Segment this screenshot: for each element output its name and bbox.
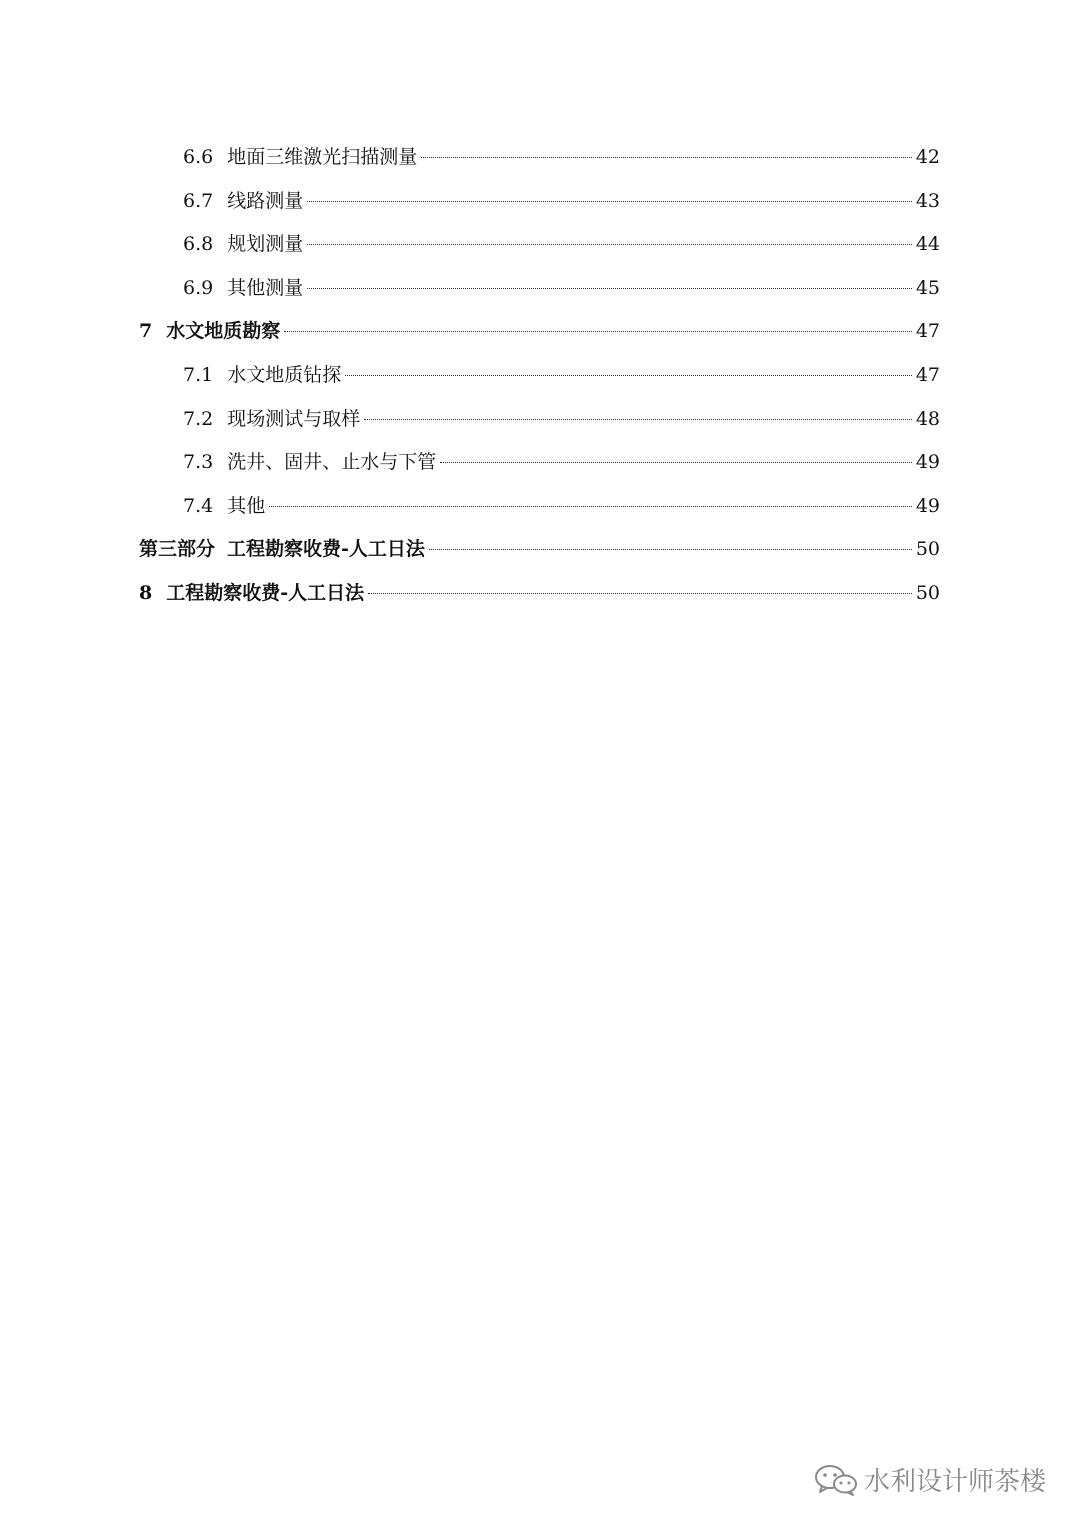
toc-entry-part-3: [139, 528, 940, 572]
toc-entry-page: 45: [915, 276, 940, 299]
toc-entry-number: 8: [139, 581, 153, 604]
toc-entry-title: 其他测量: [227, 276, 304, 299]
toc-entry-6-8: [139, 223, 940, 267]
toc-dot-leader: [284, 331, 912, 332]
toc-entry-number: 6.6: [183, 146, 214, 168]
toc-entry-title: 地面三维激光扫描测量: [227, 146, 418, 168]
toc-entry-6-6: [139, 136, 940, 180]
toc-entry-number: 7.3: [183, 451, 214, 474]
toc-entry-page: 49: [915, 494, 940, 517]
wechat-watermark: [814, 1461, 1046, 1498]
toc-dot-leader: [307, 244, 912, 245]
toc-entry-7-3: [139, 441, 940, 485]
toc-entry-number: 6.8: [183, 233, 214, 256]
toc-entry-7-1: [139, 354, 940, 398]
toc-entry-title: 规划测量: [227, 233, 304, 256]
toc-entry-7: [139, 310, 940, 354]
toc-entry-page: 43: [915, 189, 940, 212]
toc-entry-page: 50: [915, 538, 940, 561]
toc-entry-number: 第三部分: [139, 538, 216, 561]
toc-entry-page: 42: [915, 146, 940, 168]
toc-entry-7-4: [139, 485, 940, 529]
toc-entry-page: 47: [915, 320, 940, 343]
toc-entry-number: 7.4: [183, 494, 214, 517]
toc-entry-number: 6.9: [183, 276, 214, 299]
toc-entry-7-2: [139, 398, 940, 442]
toc-entry-6-7: [139, 180, 940, 224]
toc-entry-title: 线路测量: [227, 189, 304, 212]
watermark-text: 水利设计师茶楼: [863, 1467, 1046, 1497]
toc-entry-page: 49: [915, 451, 940, 474]
toc-entry-title: 工程勘察收费-人工日法: [166, 581, 365, 604]
toc-entry-number: 6.7: [183, 189, 214, 212]
toc-dot-leader: [345, 375, 912, 376]
toc-entry-page: 48: [915, 407, 940, 430]
toc-entry-page: 50: [915, 581, 940, 604]
toc-entry-title: 洗井、固井、止水与下管: [227, 451, 437, 474]
toc-dot-leader: [307, 201, 912, 202]
toc-entry-number: 7: [139, 320, 153, 343]
toc-dot-leader: [307, 288, 912, 289]
toc-entry-title: 工程勘察收费-人工日法: [227, 538, 425, 561]
toc-dot-leader: [421, 157, 912, 158]
toc-entry-number: 7.1: [183, 363, 214, 386]
toc-entry-6-9: [139, 267, 940, 311]
toc-entry-title: 水文地质钻探: [227, 363, 342, 386]
toc-dot-leader: [364, 419, 912, 420]
toc-entry-title: 现场测试与取样: [227, 407, 361, 430]
toc-entry-8: [139, 572, 940, 616]
toc-dot-leader: [429, 549, 912, 550]
toc-entry-page: 44: [915, 233, 940, 256]
wechat-icon: [814, 1463, 858, 1497]
toc-entry-title: 其他: [227, 494, 266, 517]
table-of-contents: [139, 136, 940, 616]
toc-entry-page: 47: [915, 363, 940, 386]
toc-dot-leader: [269, 506, 912, 507]
toc-dot-leader: [368, 593, 912, 594]
toc-entry-title: 水文地质勘察: [166, 320, 281, 343]
toc-dot-leader: [440, 462, 912, 463]
toc-entry-number: 7.2: [183, 407, 214, 430]
